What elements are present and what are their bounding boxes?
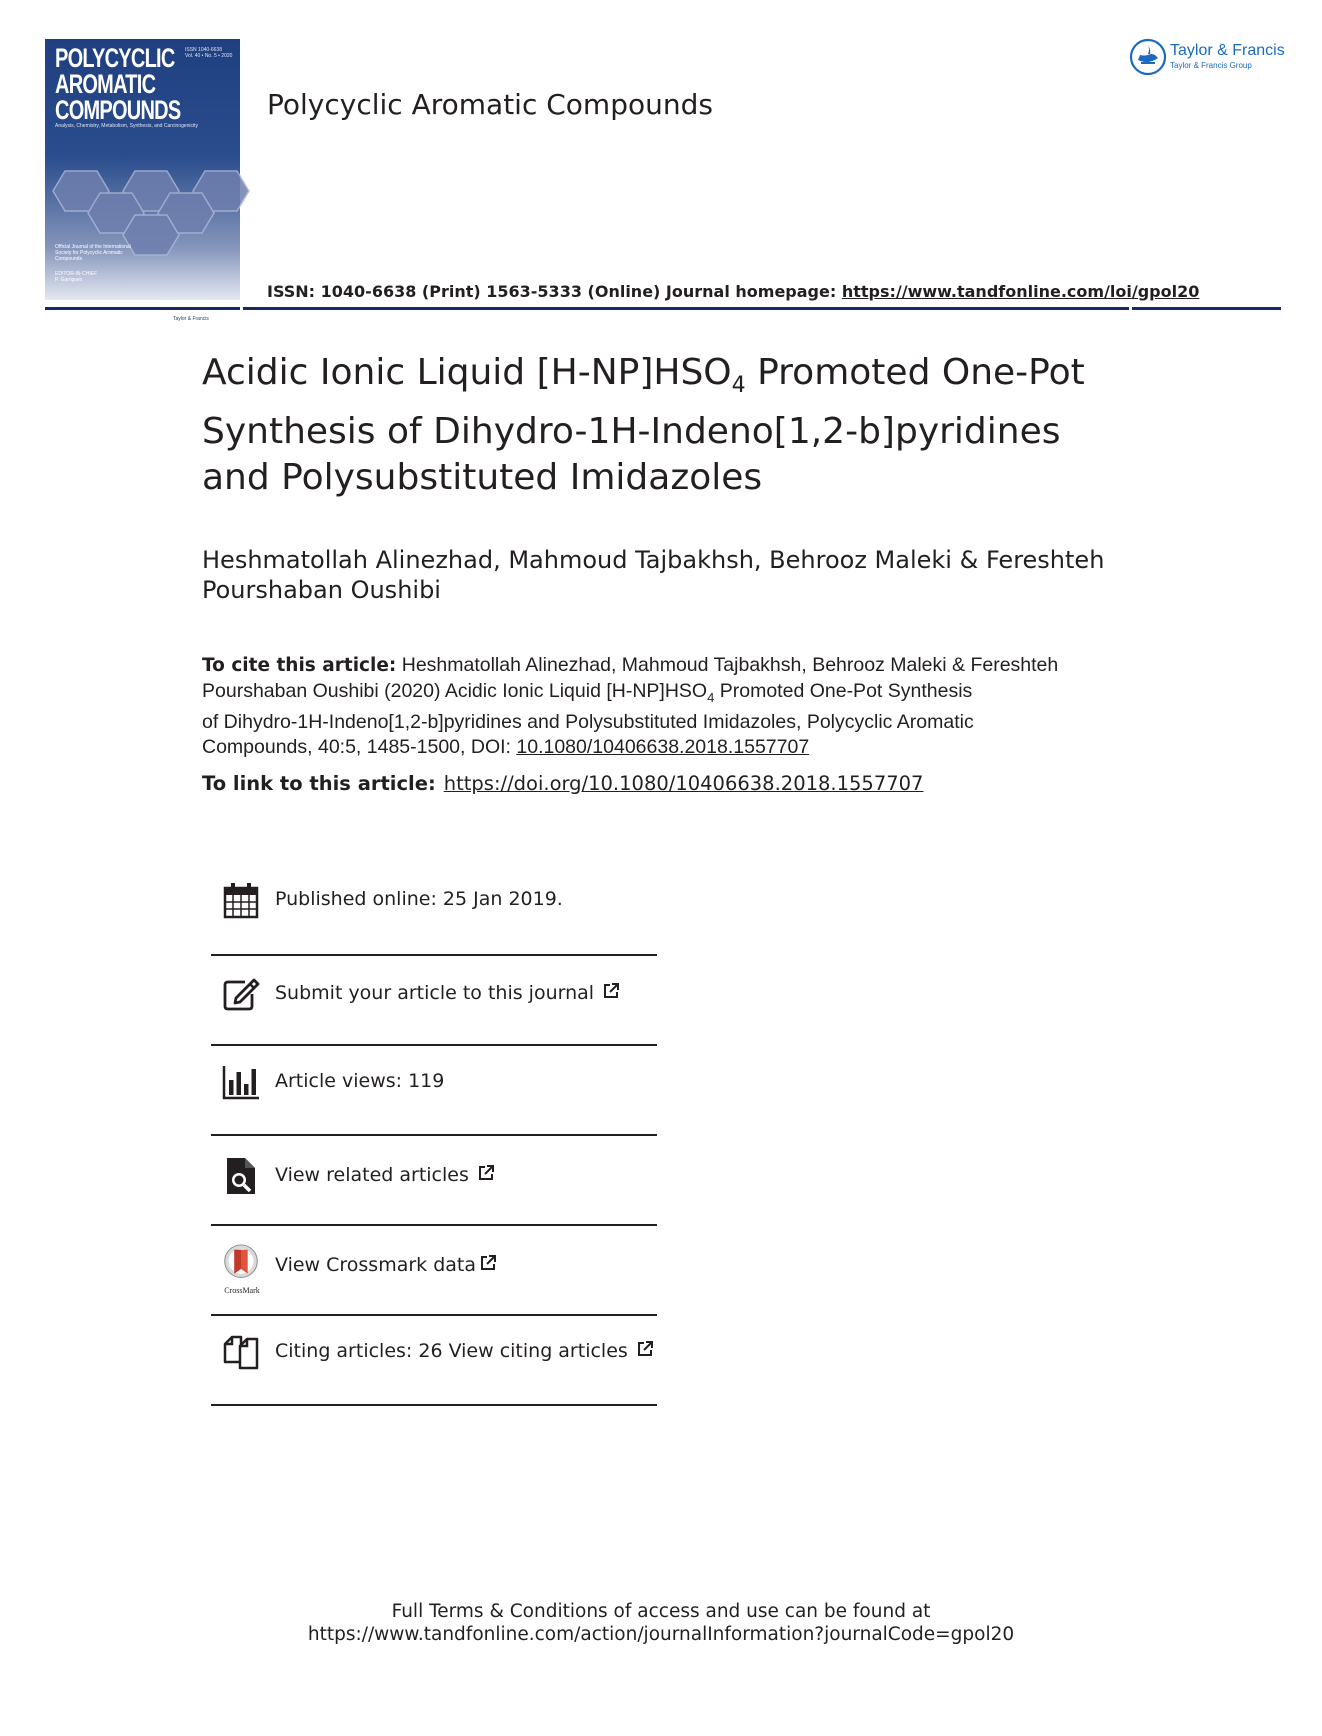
publisher-group: Taylor & Francis Group	[1170, 61, 1252, 70]
citation-block	[202, 653, 1142, 761]
article-title-line: and Polysubstituted Imidazoles	[202, 457, 763, 499]
citation-label: To cite this article:	[202, 655, 397, 676]
header-rule	[243, 307, 1129, 310]
journal-cover-image	[45, 39, 240, 322]
cover-subtitle: Analysis, Chemistry, Metabolism, Synthesis, and Carcinogenicity	[55, 123, 199, 129]
article-views-text: Article views: 119	[275, 1070, 445, 1092]
article-link-block	[202, 772, 923, 795]
footer-line: Full Terms & Conditions of access and use can be found at	[391, 1601, 931, 1622]
crossmark-text: View Crossmark data	[275, 1254, 477, 1276]
cover-meta-line: ISSN 1040-6638	[185, 47, 222, 53]
header-rule	[45, 307, 240, 310]
citation-line	[202, 679, 1142, 710]
copy-documents-icon	[221, 1332, 261, 1372]
journal-homepage-link[interactable]: https://www.tandfonline.com/loi/gpol20	[841, 282, 1200, 301]
taylor-francis-lamp-icon	[1129, 38, 1167, 76]
row-divider	[211, 1404, 657, 1406]
publisher-logo[interactable]	[1129, 38, 1299, 78]
row-divider	[211, 1224, 657, 1226]
authors-line: Heshmatollah Alinezhad, Mahmoud Tajbakhsh, Behrooz Maleki & Fereshteh	[202, 546, 1105, 574]
cover-info-line: Compounds	[55, 256, 82, 262]
row-divider	[211, 954, 657, 956]
cover-meta	[185, 47, 232, 59]
edit-icon	[221, 974, 261, 1014]
article-link-label: To link to this article:	[202, 772, 436, 795]
cover-title-line: COMPOUNDS	[55, 95, 181, 125]
title-text: Acidic Ionic Liquid [H-NP]HSO	[202, 352, 732, 393]
cover-editor-line: EDITOR-IN-CHIEF	[55, 271, 98, 277]
cover-society-info	[55, 244, 150, 262]
citation-line: of Dihydro-1H-Indeno[1,2-b]pyridines and Polysubstituted Imidazoles, Polycyclic Aromatic	[202, 710, 974, 733]
terms-link[interactable]: https://www.tandfonline.com/action/journalInformation?journalCode=gpol20	[307, 1624, 1015, 1645]
cover-editor-line: P. Garrigues	[55, 277, 83, 283]
row-divider	[211, 1314, 657, 1316]
citing-articles-row[interactable]	[211, 1322, 657, 1382]
crossmark-icon	[221, 1244, 261, 1288]
external-link-icon	[479, 1254, 497, 1272]
cover-editor	[55, 271, 97, 283]
crossmark-link[interactable]	[275, 1254, 497, 1276]
published-online-row	[211, 870, 657, 930]
citation-line	[202, 735, 1142, 761]
citing-articles-link[interactable]	[275, 1340, 654, 1362]
submit-article-link[interactable]	[275, 982, 620, 1004]
article-views-row	[211, 1052, 657, 1112]
submit-article-row[interactable]	[211, 964, 657, 1024]
authors-line: Pourshaban Oushibi	[202, 576, 441, 604]
article-title-line: Synthesis of Dihydro-1H-Indeno[1,2-b]pyridines	[202, 411, 1061, 453]
citation-subscript: 4	[707, 689, 715, 705]
cover-meta-line: Vol. 40 • No. 5 • 2020	[185, 53, 233, 59]
citation-text: Compounds, 40:5, 1485-1500, DOI:	[202, 736, 517, 759]
cover-title-line: POLYCYCLIC	[55, 43, 175, 73]
bar-chart-icon	[221, 1062, 261, 1102]
citation-text: Pourshaban Oushibi (2020) Acidic Ionic Liquid [H-NP]HSO	[202, 679, 708, 702]
crossmark-icon-label: CrossMark	[224, 1286, 260, 1295]
external-link-icon	[636, 1340, 654, 1358]
issn-text: ISSN: 1040-6638 (Print) 1563-5333 (Online) Journal homepage:	[267, 282, 842, 301]
citation-text: Promoted One-Pot Synthesis	[714, 679, 973, 702]
row-divider	[211, 1134, 657, 1136]
doi-link[interactable]: 10.1080/10406638.2018.1557707	[516, 736, 810, 759]
citation-line	[202, 653, 1142, 679]
title-text: Promoted One-Pot	[745, 352, 1085, 393]
issn-line	[267, 282, 1199, 301]
submit-article-text: Submit your article to this journal	[275, 982, 595, 1004]
calendar-icon	[221, 880, 261, 920]
terms-footer	[0, 1600, 1322, 1646]
title-subscript: 4	[731, 373, 746, 399]
article-title-line	[202, 350, 1162, 409]
citation-text: Heshmatollah Alinezhad, Mahmoud Tajbakhsh, Behrooz Maleki & Fereshteh	[396, 654, 1059, 676]
related-articles-link[interactable]	[275, 1164, 495, 1186]
article-title	[202, 350, 1162, 501]
related-articles-text: View related articles	[275, 1164, 469, 1186]
row-divider	[211, 1044, 657, 1046]
external-link-icon	[602, 982, 620, 1000]
related-articles-row[interactable]	[211, 1146, 657, 1206]
header-rule	[1132, 307, 1281, 310]
crossmark-row[interactable]	[211, 1236, 657, 1296]
published-online-text: Published online: 25 Jan 2019.	[275, 888, 563, 910]
article-doi-url[interactable]: https://doi.org/10.1080/10406638.2018.1557707	[443, 772, 924, 795]
search-document-icon	[221, 1156, 261, 1196]
article-authors	[202, 545, 1182, 605]
cover-title	[55, 43, 181, 125]
cover-info-line: Official Journal of the International	[55, 244, 131, 250]
external-link-icon	[477, 1164, 495, 1182]
citing-articles-text: Citing articles: 26 View citing articles	[275, 1340, 628, 1362]
cover-info-line: Society for Polycyclic Aromatic	[55, 250, 123, 256]
publisher-name: Taylor & Francis	[1170, 42, 1285, 59]
cover-title-line: AROMATIC	[55, 69, 156, 99]
journal-name[interactable]: Polycyclic Aromatic Compounds	[267, 88, 713, 121]
cover-publisher: Taylor & Francis	[173, 316, 209, 322]
